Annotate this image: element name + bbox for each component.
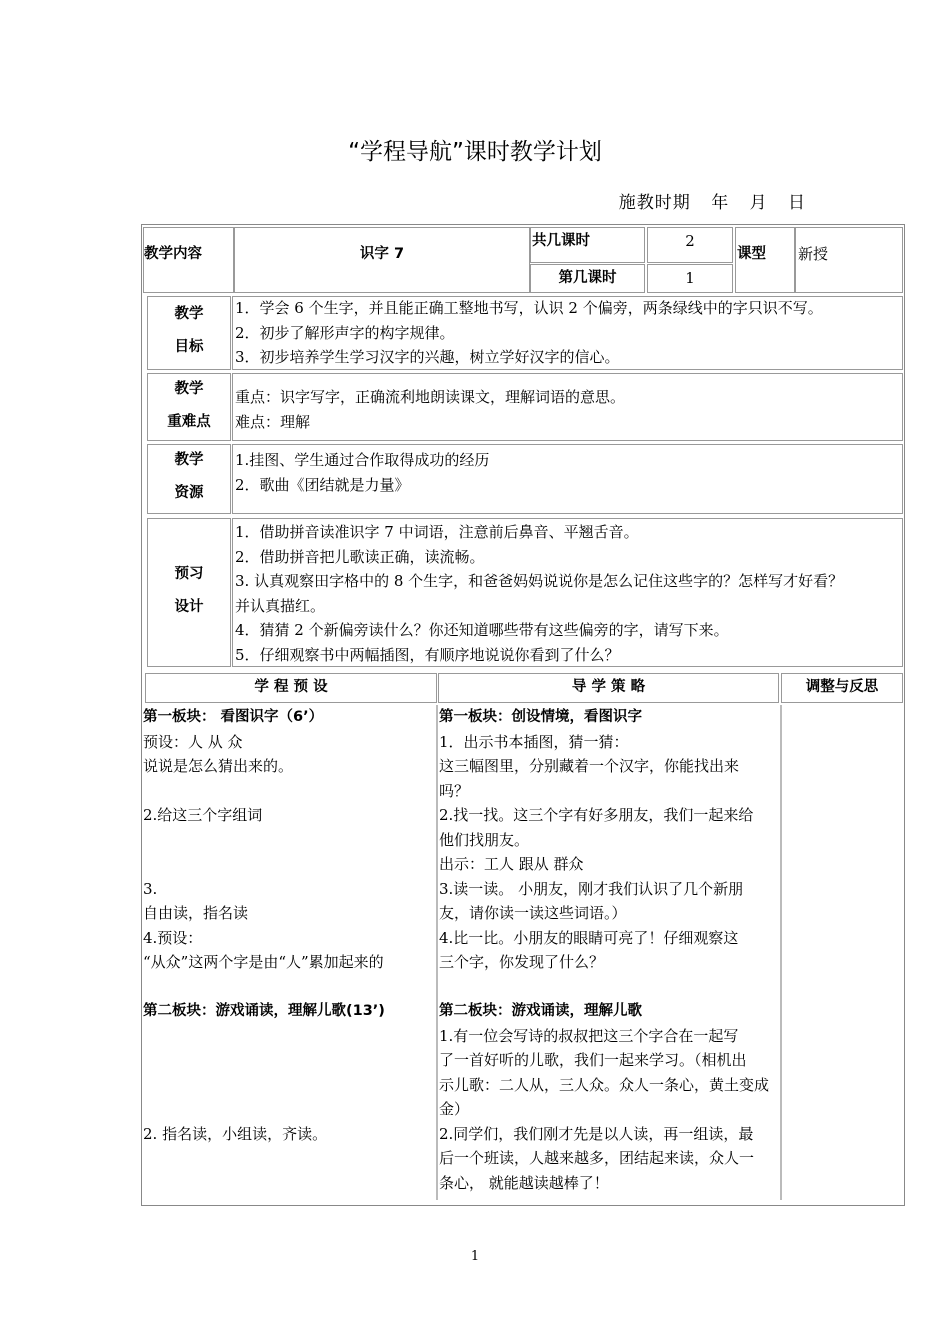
- col1-header: 学 程 预 设: [254, 679, 328, 695]
- date-month: 月: [749, 193, 768, 213]
- date-label: 施教时期: [618, 193, 691, 213]
- content-label: 教学内容: [144, 246, 202, 262]
- keypoints-content: [235, 385, 625, 434]
- resources-label-line-1: 教学: [174, 452, 204, 468]
- section-heading: 第二板块：游戏诵读，理解儿歌: [439, 1003, 642, 1019]
- plan-line: 4.比一比。小朋友的眼睛可亮了！仔细观察这: [439, 928, 739, 947]
- resource-line: 1.挂图、学生通过合作取得成功的经历: [235, 451, 490, 469]
- plan-line: 自由读，指名读: [143, 904, 249, 922]
- plan-line: 友，请你读一读这些词语。）: [439, 904, 627, 922]
- goal-line: 1．学会 6 个生字，并且能正确工整地书写，认识 2 个偏旁，两条绿线中的字只识不写。: [235, 299, 823, 317]
- preview-label-line-1: 预习: [174, 566, 204, 582]
- goals-content: [235, 296, 823, 370]
- keypoints-label-line-2: 重难点: [167, 414, 211, 430]
- goal-line: 2．初步了解形声字的构字规律。: [235, 323, 455, 342]
- resource-line: 2．歌曲《团结就是力量》: [235, 475, 410, 494]
- plan-line: [143, 852, 385, 877]
- plan-line: 3.读一读。 小朋友，刚才我们认识了几个新朋: [439, 879, 744, 898]
- plan-line: 2. 指名读，小组读，齐读。: [143, 1124, 328, 1143]
- goals-label-line-2: 目标: [174, 339, 204, 355]
- type-value: 新授: [798, 245, 829, 263]
- preview-label: [147, 558, 231, 624]
- plan-line: [439, 975, 769, 1000]
- plan-line: “从众”这两个字是由“人”累加起来的: [143, 953, 384, 971]
- col3-header: 调整与反思: [805, 679, 879, 695]
- preview-line: 2．借助拼音把儿歌读正确，读流畅。: [235, 547, 485, 566]
- plan-line: 三个字，你发现了什么？: [439, 953, 605, 971]
- plan-line: 说说是怎么猜出来的。: [143, 757, 294, 775]
- section-heading: 第一板块：创设情境，看图识字: [439, 709, 642, 725]
- plan-line: [143, 1073, 385, 1098]
- plan-line: [143, 1097, 385, 1122]
- preview-line: 3. 认真观察田字格中的 8 个生字，和爸爸妈妈说说你是怎么记住这些字的？怎样写才好看？: [235, 572, 844, 590]
- plan-line: 了一首好听的儿歌，我们一起来学习。（相机出: [439, 1051, 747, 1069]
- plan-left-column: [143, 705, 385, 1146]
- section-heading: 第二板块：游戏诵读，理解儿歌(13’): [143, 1003, 385, 1019]
- plan-line: 他们找朋友。: [439, 830, 530, 849]
- keypoints-label-line-1: 教学: [174, 381, 204, 397]
- plan-line: 预设：人 从 众: [143, 732, 243, 751]
- plan-line: [143, 828, 385, 853]
- preview-line: 5．仔细观察书中两幅插图，有顺序地说说你看到了什么？: [235, 645, 620, 664]
- resources-label: [147, 444, 231, 510]
- plan-line: 条心， 就能越读越棒了！: [439, 1173, 609, 1192]
- preview-label-line-2: 设计: [174, 599, 204, 615]
- preview-line: 1．借助拼音读准识字 7 中词语，注意前后鼻音、平翘舌音。: [235, 523, 639, 541]
- plan-line: [143, 1024, 385, 1049]
- page-title: “学程导航”课时教学计划: [348, 139, 602, 165]
- type-label: 课型: [737, 246, 766, 262]
- keypoint-line: 难点：理解: [235, 412, 311, 431]
- plan-line: 3.: [143, 879, 158, 898]
- plan-line: 2.找一找。这三个字有好多朋友，我们一起来给: [439, 806, 754, 824]
- column-divider: [436, 705, 438, 1200]
- plan-line: 金）: [439, 1100, 470, 1118]
- total-value: 2: [685, 232, 695, 250]
- plan-line: 2.同学们，我们刚才先是以人读，再一组读，最: [439, 1124, 754, 1143]
- goal-line: 3．初步培养学生学习汉字的兴趣，树立学好汉字的信心。: [235, 348, 620, 366]
- which-label: 第几课时: [558, 270, 617, 286]
- goals-label: [147, 298, 231, 364]
- col2-header: 导 学 策 略: [571, 679, 646, 695]
- date-day: 日: [788, 193, 806, 213]
- plan-line: 后一个班读，人越来越多，团结起来读，众人一: [439, 1149, 755, 1167]
- date-year: 年: [711, 193, 730, 213]
- section-heading: 第一板块： 看图识字（6’）: [143, 709, 324, 725]
- plan-line: 出示：工人 跟从 群众: [439, 855, 584, 873]
- plan-line: 4.预设：: [143, 928, 203, 947]
- plan-line: 1．出示书本插图，猜一猜：: [439, 732, 629, 751]
- plan-line: 吗？: [439, 781, 470, 800]
- plan-line: [143, 975, 385, 1000]
- content-value: 识字 7: [359, 246, 405, 262]
- plan-line: [143, 1048, 385, 1073]
- preview-line: 并认真描红。: [235, 596, 326, 615]
- page-number: 1: [470, 1249, 480, 1264]
- total-label: 共几课时: [532, 233, 590, 249]
- plan-line: 1.有一位会写诗的叔叔把这三个字合在一起写: [439, 1026, 739, 1045]
- goals-label-line-1: 教学: [174, 306, 204, 322]
- plan-right-column: [439, 705, 769, 1195]
- plan-line: 这三幅图里，分别藏着一个汉字，你能找出来: [439, 757, 740, 775]
- date-line: [605, 188, 806, 213]
- preview-content: [235, 520, 843, 667]
- plan-line: 示儿歌：二人从，三人众。众人一条心，黄土变成: [439, 1075, 770, 1094]
- which-value: 1: [685, 269, 695, 287]
- plan-line: 2.给这三个字组词: [143, 806, 263, 824]
- preview-line: 4．猜猜 2 个新偏旁读什么？你还知道哪些带有这些偏旁的字，请写下来。: [235, 621, 729, 639]
- column-divider: [780, 705, 782, 1200]
- keypoint-line: 重点：识字写字，正确流利地朗读课文，理解词语的意思。: [235, 388, 626, 406]
- resources-label-line-2: 资源: [174, 485, 204, 501]
- plan-line: [143, 779, 385, 804]
- resources-content: [235, 448, 489, 497]
- keypoints-label: [147, 373, 231, 439]
